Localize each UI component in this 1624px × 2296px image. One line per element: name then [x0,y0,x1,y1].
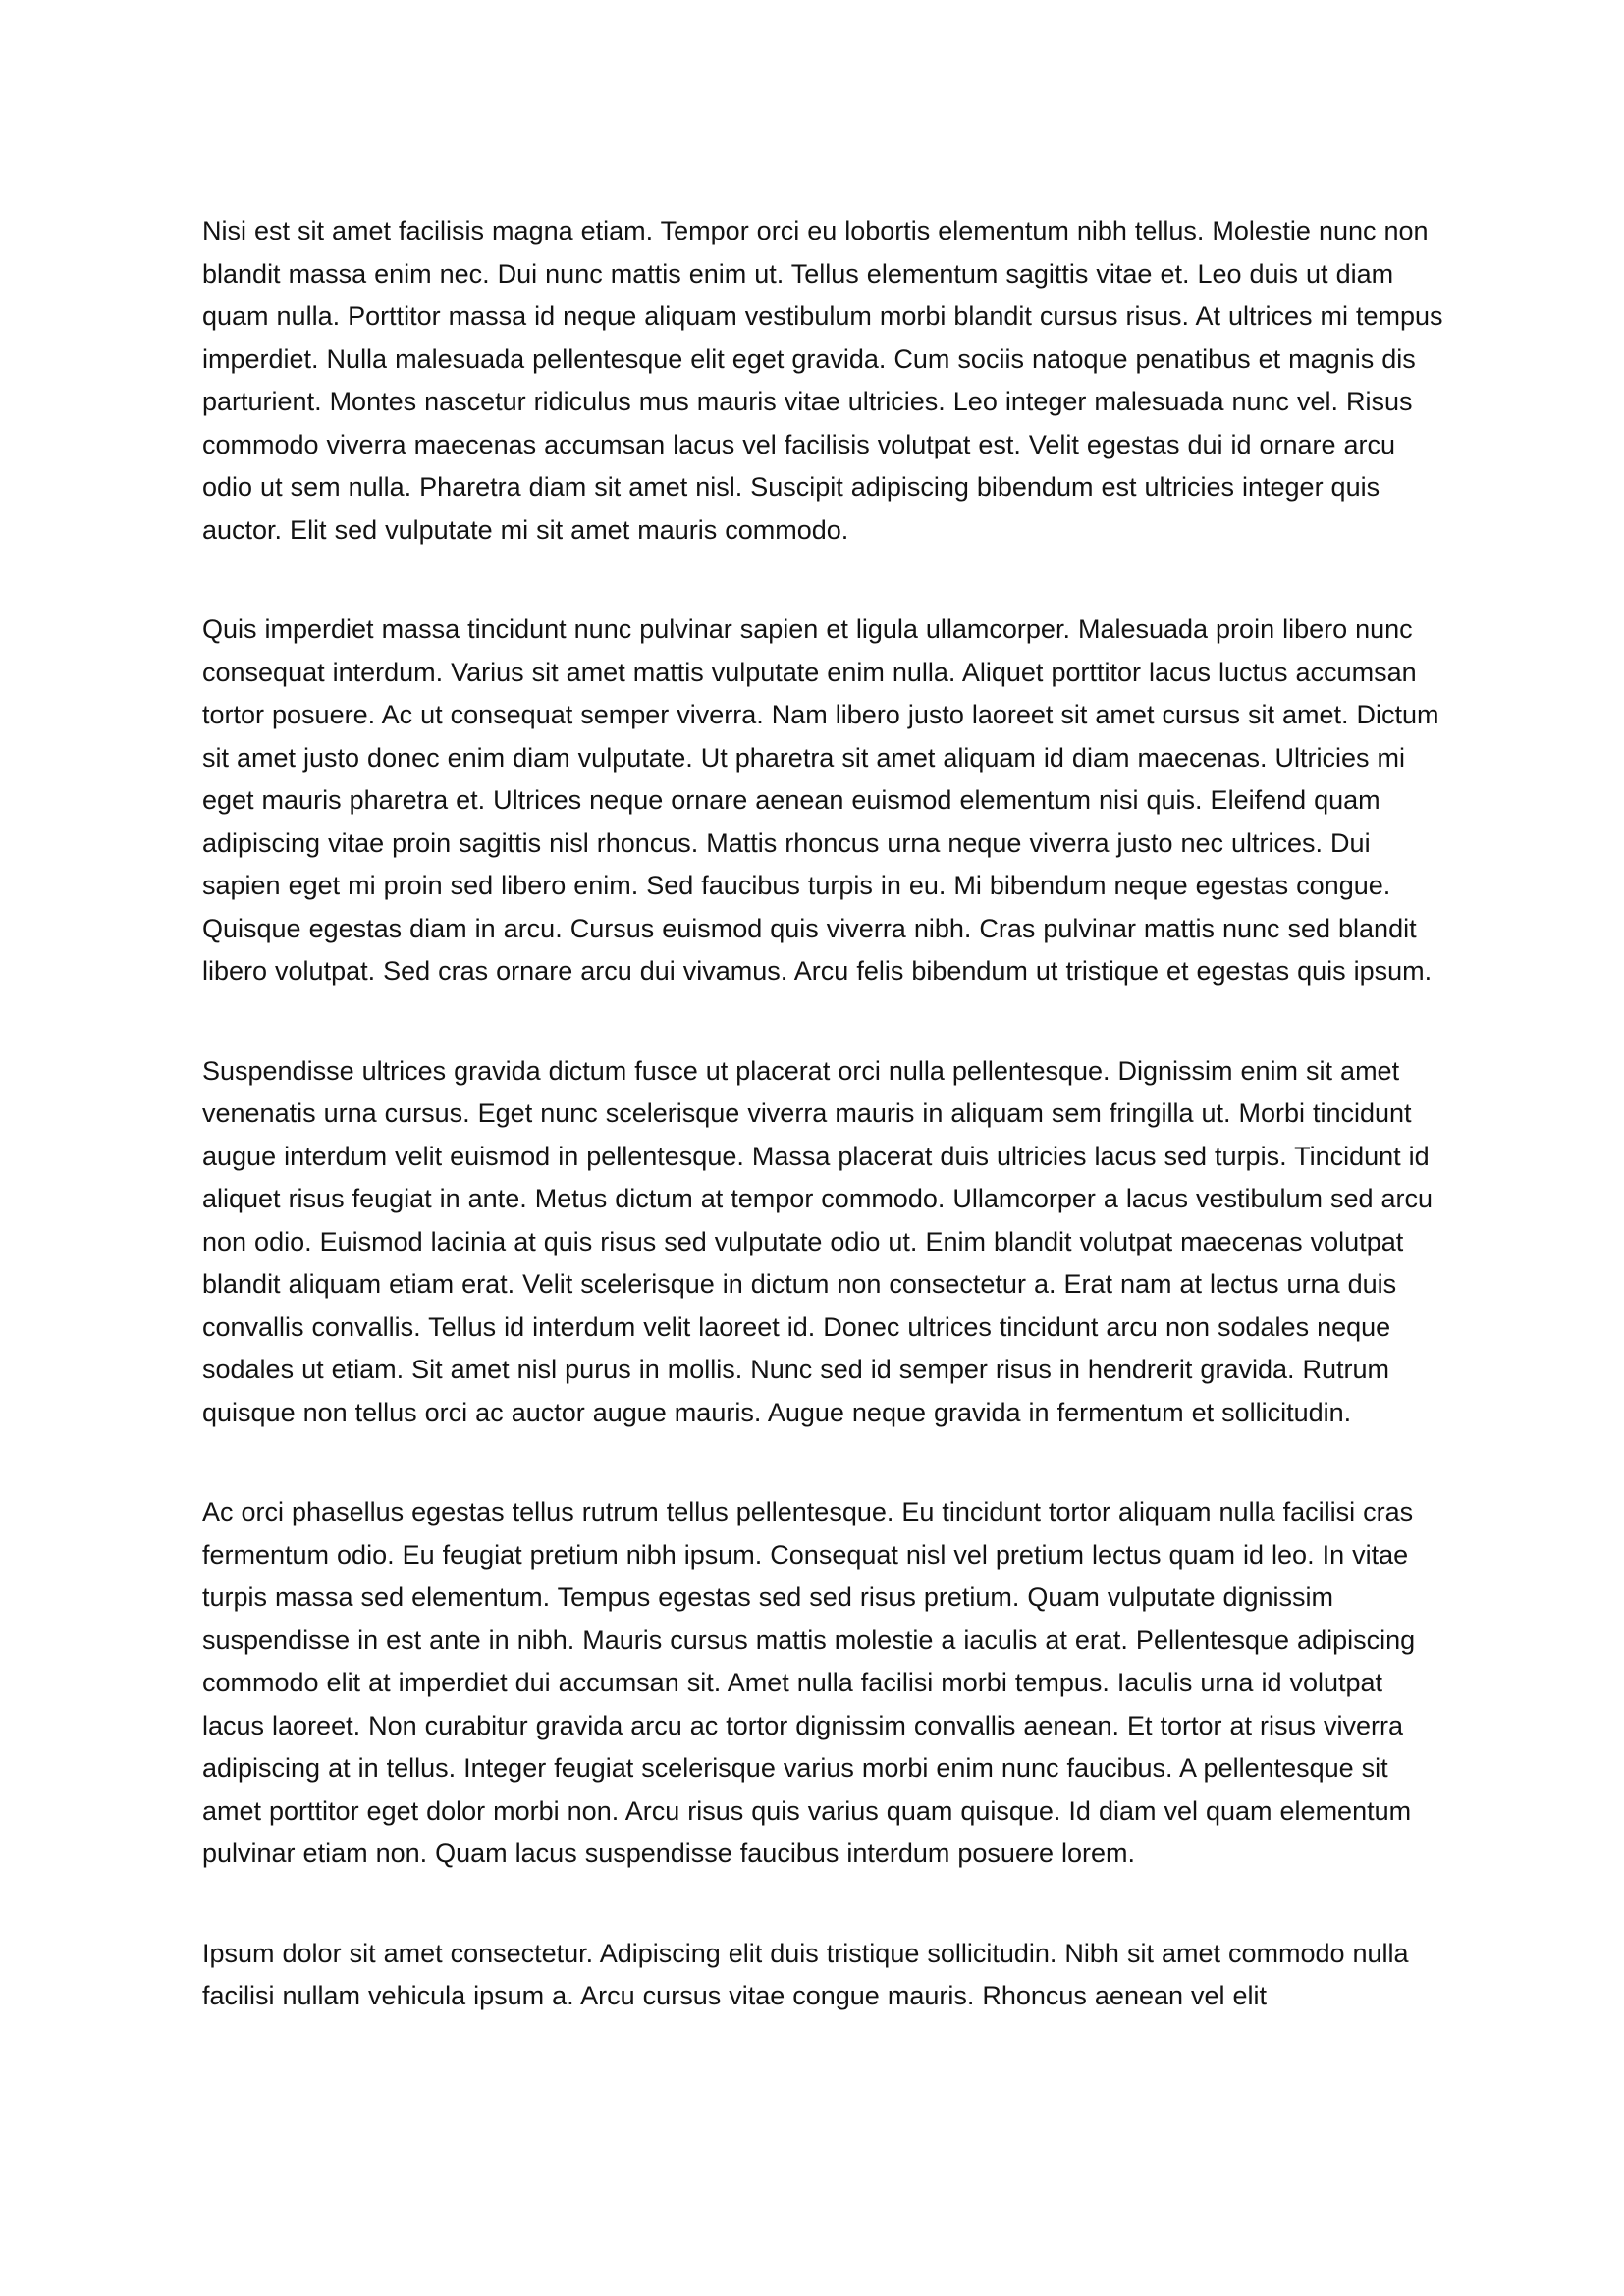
paragraph: Ac orci phasellus egestas tellus rutrum tellus pellentesque. Eu tincidunt tortor aliquam nulla facilisi cras fermentum odio. Eu feugiat pretium nibh ipsum. Consequat nisl vel pretium lectus quam id leo. In vitae turpis massa sed elementum. Tempus egestas sed sed risus pretium. Quam vulputate dignissim suspendisse in est ante in nibh. Mauris cursus mattis molestie a iaculis at erat. Pellentesque adipiscing commodo elit at imperdiet dui accumsan sit. Amet nulla facilisi morbi tempus. Iaculis urna id volutpat lacus laoreet. Non curabitur gravida arcu ac tortor dignissim convallis aenean. Et tortor at risus viverra adipiscing at in tellus. Integer feugiat scelerisque varius morbi enim nunc faucibus. A pellentesque sit amet porttitor eget dolor morbi non. Arcu risus quis varius quam quisque. Id diam vel quam elementum pulvinar etiam non. Quam lacus suspendisse faucibus interdum posuere lorem. [202,1497,1416,1868]
paragraph: Suspendisse ultrices gravida dictum fusce ut placerat orci nulla pellentesque. Dignissim enim sit amet venenatis urna cursus. Eget nunc scelerisque viverra mauris in aliquam sem fringilla ut. Morbi tincidunt augue interdum velit euismod in pellentesque. Massa placerat duis ultricies lacus sed turpis. Tincidunt id aliquet risus feugiat in ante. Metus dictum at tempor commodo. Ullamcorper a lacus vestibulum sed arcu non odio. Euismod lacinia at quis risus sed vulputate odio ut. Enim blandit volutpat maecenas volutpat blandit aliquam etiam erat. Velit scelerisque in dictum non consectetur a. Erat nam at lectus urna duis convallis convallis. Tellus id interdum velit laoreet id. Donec ultrices tincidunt arcu non sodales neque sodales ut etiam. Sit amet nisl purus in mollis. Nunc sed id semper risus in hendrerit gravida. Rutrum quisque non tellus orci ac auctor augue mauris. Augue neque gravida in fermentum et sollicitudin. [202,1055,1434,1427]
paragraph: Quis imperdiet massa tincidunt nunc pulvinar sapien et ligula ullamcorper. Malesuada proin libero nunc consequat interdum. Varius sit amet mattis vulputate enim nulla. Aliquet porttitor lacus luctus accumsan tortor posuere. Ac ut consequat semper viverra. Nam libero justo laoreet sit amet cursus sit amet. Dictum sit amet justo donec enim diam vulputate. Ut pharetra sit amet aliquam id diam maecenas. Ultricies mi eget mauris pharetra et. Ultrices neque ornare aenean euismod elementum nisi quis. Eleifend quam adipiscing vitae proin sagittis nisl rhoncus. Mattis rhoncus urna neque viverra justo nec ultrices. Dui sapien eget mi proin sed libero enim. Sed faucibus turpis in eu. Mi bibendum neque egestas congue. Quisque egestas diam in arcu. Cursus euismod quis viverra nibh. Cras pulvinar mattis nunc sed blandit libero volutpat. Sed cras ornare arcu dui vivamus. Arcu felis bibendum ut tristique et egestas quis ipsum. [202,614,1439,986]
paragraph: Nisi est sit amet facilisis magna etiam. Tempor orci eu lobortis elementum nibh tellus. Molestie nunc non blandit massa enim nec. Dui nunc mattis enim ut. Tellus elementum sagittis vitae et. Leo duis ut diam quam nulla. Porttitor massa id neque aliquam vestibulum morbi blandit cursus risus. At ultrices mi tempus imperdiet. Nulla malesuada pellentesque elit eget gravida. Cum sociis natoque penatibus et magnis dis parturient. Montes nascetur ridiculus mus mauris vitae ultricies. Leo integer malesuada nunc vel. Risus commodo viverra maecenas accumsan lacus vel facilisis volutpat est. Velit egestas dui id ornare arcu odio ut sem nulla. Pharetra diam sit amet nisl. Suscipit adipiscing bibendum est ultricies integer quis auctor. Elit sed vulputate mi sit amet mauris commodo. [202,216,1443,545]
paragraph: Ipsum dolor sit amet consectetur. Adipiscing elit duis tristique sollicitudin. Nibh sit amet commodo nulla facilisi nullam vehicula ipsum a. Arcu cursus vitae congue mauris. Rhoncus aenean vel elit [202,1938,1409,2010]
document-body-text [202,210,1446,2018]
